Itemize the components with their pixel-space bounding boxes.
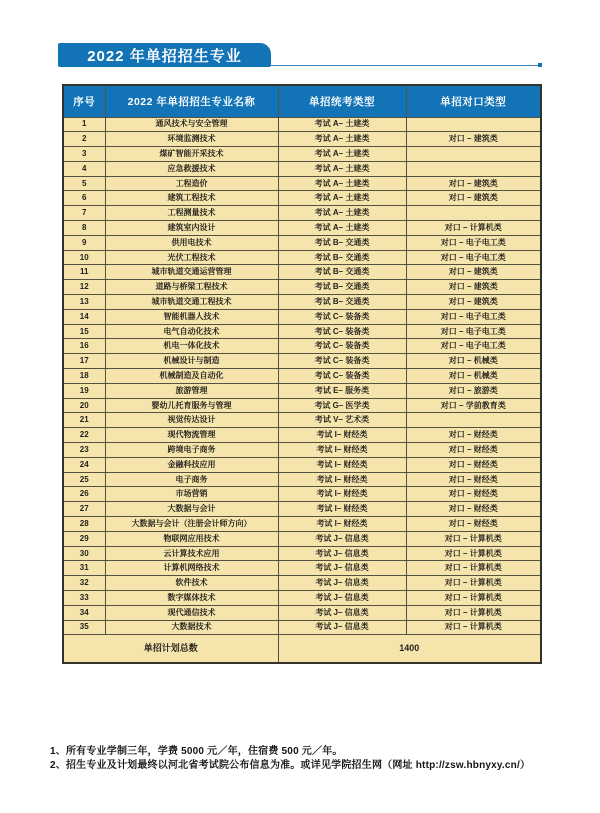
row-no: 8 (63, 221, 105, 236)
table-row (63, 191, 541, 206)
row-major-name: 婴幼儿托育服务与管理 (105, 398, 278, 413)
row-exam-type: 考试 I– 财经类 (278, 457, 406, 472)
row-exam-type: 考试 E– 服务类 (278, 383, 406, 398)
row-major-name: 供用电技术 (105, 235, 278, 250)
row-exam-type: 考试 C– 装备类 (278, 324, 406, 339)
row-exam-type: 考试 A– 土建类 (278, 176, 406, 191)
banner-decorative-line (271, 65, 538, 66)
row-exam-type: 考试 J– 信息类 (278, 531, 406, 546)
row-exam-type: 考试 I– 财经类 (278, 502, 406, 517)
table-row (63, 576, 541, 591)
table-row (63, 398, 541, 413)
row-major-name: 视觉传达设计 (105, 413, 278, 428)
row-counterpart-type: 对口 – 财经类 (406, 487, 541, 502)
row-major-name: 城市轨道交通工程技术 (105, 295, 278, 310)
table-row (63, 546, 541, 561)
table-row (63, 369, 541, 384)
row-counterpart-type: 对口 – 建筑类 (406, 132, 541, 147)
table-row (63, 176, 541, 191)
row-no: 7 (63, 206, 105, 221)
row-no: 14 (63, 309, 105, 324)
row-exam-type: 考试 B– 交通类 (278, 235, 406, 250)
row-major-name: 金融科技应用 (105, 457, 278, 472)
row-no: 15 (63, 324, 105, 339)
row-counterpart-type: 对口 – 建筑类 (406, 280, 541, 295)
table-row (63, 472, 541, 487)
table-row (63, 457, 541, 472)
table-row (63, 280, 541, 295)
majors-table (62, 84, 542, 664)
row-no: 29 (63, 531, 105, 546)
row-exam-type: 考试 J– 信息类 (278, 605, 406, 620)
table-row (63, 147, 541, 162)
row-exam-type: 考试 B– 交通类 (278, 295, 406, 310)
table-row (63, 383, 541, 398)
row-no: 26 (63, 487, 105, 502)
row-major-name: 道路与桥梁工程技术 (105, 280, 278, 295)
row-exam-type: 考试 C– 装备类 (278, 369, 406, 384)
row-major-name: 光伏工程技术 (105, 250, 278, 265)
row-major-name: 煤矿智能开采技术 (105, 147, 278, 162)
row-exam-type: 考试 C– 装备类 (278, 309, 406, 324)
row-exam-type: 考试 I– 财经类 (278, 428, 406, 443)
row-no: 22 (63, 428, 105, 443)
row-major-name: 计算机网络技术 (105, 561, 278, 576)
column-header-exam-type: 单招统考类型 (278, 85, 406, 117)
row-exam-type: 考试 A– 土建类 (278, 221, 406, 236)
row-major-name: 数字媒体技术 (105, 591, 278, 606)
row-no: 30 (63, 546, 105, 561)
row-major-name: 现代物流管理 (105, 428, 278, 443)
row-no: 2 (63, 132, 105, 147)
page-title-banner (58, 43, 271, 67)
row-major-name: 应急救援技术 (105, 161, 278, 176)
total-plan-value: 1400 (278, 635, 541, 663)
table-row (63, 250, 541, 265)
row-no: 16 (63, 339, 105, 354)
row-no: 18 (63, 369, 105, 384)
row-exam-type: 考试 J– 信息类 (278, 546, 406, 561)
row-exam-type: 考试 A– 土建类 (278, 147, 406, 162)
column-header-counterpart-type: 单招对口类型 (406, 85, 541, 117)
row-counterpart-type: 对口 – 电子电工类 (406, 309, 541, 324)
row-counterpart-type: 对口 – 电子电工类 (406, 339, 541, 354)
row-major-name: 机械设计与制造 (105, 354, 278, 369)
row-counterpart-type (406, 413, 541, 428)
row-exam-type: 考试 B– 交通类 (278, 265, 406, 280)
row-exam-type: 考试 A– 土建类 (278, 132, 406, 147)
table-row (63, 161, 541, 176)
row-no: 33 (63, 591, 105, 606)
row-major-name: 工程造价 (105, 176, 278, 191)
row-no: 32 (63, 576, 105, 591)
row-no: 3 (63, 147, 105, 162)
row-counterpart-type: 对口 – 学前教育类 (406, 398, 541, 413)
table-row (63, 502, 541, 517)
row-exam-type: 考试 J– 信息类 (278, 620, 406, 635)
row-exam-type: 考试 C– 装备类 (278, 354, 406, 369)
row-counterpart-type (406, 117, 541, 132)
row-counterpart-type: 对口 – 旅游类 (406, 383, 541, 398)
row-exam-type: 考试 A– 土建类 (278, 191, 406, 206)
row-major-name: 建筑室内设计 (105, 221, 278, 236)
row-counterpart-type: 对口 – 计算机类 (406, 221, 541, 236)
row-major-name: 跨境电子商务 (105, 443, 278, 458)
row-counterpart-type: 对口 – 计算机类 (406, 605, 541, 620)
row-major-name: 建筑工程技术 (105, 191, 278, 206)
row-no: 17 (63, 354, 105, 369)
row-counterpart-type: 对口 – 计算机类 (406, 620, 541, 635)
table-row (63, 413, 541, 428)
table-row (63, 487, 541, 502)
row-no: 31 (63, 561, 105, 576)
total-plan-label: 单招计划总数 (63, 635, 278, 663)
table-row (63, 206, 541, 221)
row-counterpart-type: 对口 – 建筑类 (406, 265, 541, 280)
table-row (63, 620, 541, 635)
row-major-name: 工程测量技术 (105, 206, 278, 221)
table-row (63, 265, 541, 280)
table-row (63, 309, 541, 324)
row-counterpart-type: 对口 – 电子电工类 (406, 250, 541, 265)
row-major-name: 市场营销 (105, 487, 278, 502)
row-no: 1 (63, 117, 105, 132)
row-exam-type: 考试 J– 信息类 (278, 591, 406, 606)
row-major-name: 旅游管理 (105, 383, 278, 398)
row-counterpart-type: 对口 – 计算机类 (406, 561, 541, 576)
row-major-name: 云计算技术应用 (105, 546, 278, 561)
row-no: 21 (63, 413, 105, 428)
row-exam-type: 考试 I– 财经类 (278, 517, 406, 532)
row-no: 6 (63, 191, 105, 206)
row-counterpart-type: 对口 – 机械类 (406, 354, 541, 369)
table-header-row (63, 85, 541, 117)
row-counterpart-type (406, 161, 541, 176)
row-counterpart-type: 对口 – 计算机类 (406, 531, 541, 546)
table-row (63, 443, 541, 458)
row-no: 19 (63, 383, 105, 398)
row-major-name: 机械制造及自动化 (105, 369, 278, 384)
row-major-name: 大数据与会计（注册会计师方向） (105, 517, 278, 532)
row-counterpart-type: 对口 – 建筑类 (406, 176, 541, 191)
row-no: 11 (63, 265, 105, 280)
row-no: 27 (63, 502, 105, 517)
table-footer-row (63, 635, 541, 663)
row-counterpart-type: 对口 – 财经类 (406, 472, 541, 487)
table-body (63, 117, 541, 635)
page-title: 2022 年单招招生专业 (87, 47, 242, 65)
row-counterpart-type: 对口 – 建筑类 (406, 191, 541, 206)
row-counterpart-type: 对口 – 机械类 (406, 369, 541, 384)
row-exam-type: 考试 A– 土建类 (278, 161, 406, 176)
table-row (63, 295, 541, 310)
row-exam-type: 考试 I– 财经类 (278, 472, 406, 487)
row-major-name: 智能机器人技术 (105, 309, 278, 324)
row-counterpart-type: 对口 – 建筑类 (406, 295, 541, 310)
row-major-name: 环境监测技术 (105, 132, 278, 147)
row-major-name: 电子商务 (105, 472, 278, 487)
footnote-2: 2、招生专业及计划最终以河北省考试院公布信息为准。或详见学院招生网（网址 http://zsw.hbnyxy.cn/） (50, 759, 531, 771)
table-row (63, 117, 541, 132)
row-no: 4 (63, 161, 105, 176)
row-counterpart-type (406, 206, 541, 221)
row-major-name: 物联网应用技术 (105, 531, 278, 546)
row-counterpart-type: 对口 – 财经类 (406, 517, 541, 532)
row-exam-type: 考试 G– 医学类 (278, 398, 406, 413)
column-header-no: 序号 (63, 85, 105, 117)
row-exam-type: 考试 B– 交通类 (278, 250, 406, 265)
row-exam-type: 考试 J– 信息类 (278, 576, 406, 591)
row-no: 23 (63, 443, 105, 458)
row-counterpart-type: 对口 – 计算机类 (406, 546, 541, 561)
row-major-name: 机电一体化技术 (105, 339, 278, 354)
row-counterpart-type: 对口 – 电子电工类 (406, 235, 541, 250)
table-row (63, 531, 541, 546)
row-major-name: 软件技术 (105, 576, 278, 591)
table-row (63, 428, 541, 443)
table-row (63, 354, 541, 369)
banner-line-end-dot (538, 63, 542, 67)
table-row (63, 132, 541, 147)
column-header-major-name: 2022 年单招招生专业名称 (105, 85, 278, 117)
table-row (63, 561, 541, 576)
table-row (63, 517, 541, 532)
table-row (63, 221, 541, 236)
row-exam-type: 考试 A– 土建类 (278, 206, 406, 221)
row-exam-type: 考试 A– 土建类 (278, 117, 406, 132)
row-counterpart-type: 对口 – 财经类 (406, 428, 541, 443)
table-row (63, 591, 541, 606)
table-row (63, 235, 541, 250)
table-row (63, 605, 541, 620)
row-major-name: 电气自动化技术 (105, 324, 278, 339)
table-row (63, 324, 541, 339)
row-no: 25 (63, 472, 105, 487)
table-row (63, 339, 541, 354)
row-counterpart-type: 对口 – 电子电工类 (406, 324, 541, 339)
row-exam-type: 考试 J– 信息类 (278, 561, 406, 576)
row-exam-type: 考试 I– 财经类 (278, 487, 406, 502)
row-counterpart-type (406, 147, 541, 162)
row-exam-type: 考试 C– 装备类 (278, 339, 406, 354)
row-no: 9 (63, 235, 105, 250)
row-no: 20 (63, 398, 105, 413)
row-no: 13 (63, 295, 105, 310)
row-exam-type: 考试 B– 交通类 (278, 280, 406, 295)
row-counterpart-type: 对口 – 财经类 (406, 457, 541, 472)
row-no: 10 (63, 250, 105, 265)
row-no: 34 (63, 605, 105, 620)
row-exam-type: 考试 I– 财经类 (278, 443, 406, 458)
row-major-name: 大数据与会计 (105, 502, 278, 517)
row-counterpart-type: 对口 – 财经类 (406, 502, 541, 517)
row-major-name: 城市轨道交通运营管理 (105, 265, 278, 280)
row-no: 5 (63, 176, 105, 191)
row-no: 35 (63, 620, 105, 635)
footnote-1: 1、所有专业学制三年，学费 5000 元／年，住宿费 500 元／年。 (50, 746, 343, 757)
row-no: 24 (63, 457, 105, 472)
row-counterpart-type: 对口 – 计算机类 (406, 576, 541, 591)
row-major-name: 现代通信技术 (105, 605, 278, 620)
row-counterpart-type: 对口 – 财经类 (406, 443, 541, 458)
row-major-name: 通风技术与安全管理 (105, 117, 278, 132)
footnotes (50, 745, 555, 772)
row-major-name: 大数据技术 (105, 620, 278, 635)
row-no: 12 (63, 280, 105, 295)
row-exam-type: 考试 V– 艺术类 (278, 413, 406, 428)
row-counterpart-type: 对口 – 计算机类 (406, 591, 541, 606)
row-no: 28 (63, 517, 105, 532)
